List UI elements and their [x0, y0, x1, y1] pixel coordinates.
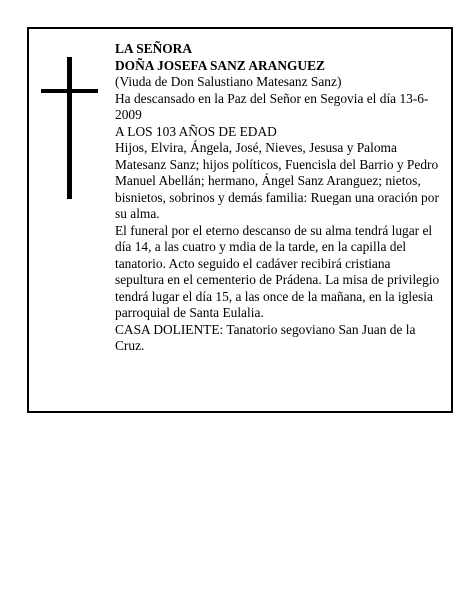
- widow-of-line: (Viuda de Don Salustiano Matesanz Sanz): [115, 74, 342, 89]
- obituary-text: [115, 41, 441, 355]
- cross-icon: [41, 57, 101, 199]
- death-notice: Ha descansado en la Paz del Señor en Segovia el día 13-6-2009: [115, 90, 429, 122]
- deceased-name: DOÑA JOSEFA SANZ ARANGUEZ: [115, 57, 325, 73]
- age-line: A LOS 103 AÑOS DE EDAD: [115, 123, 277, 139]
- obituary-notice: [27, 27, 453, 413]
- obituary-title: LA SEÑORA: [115, 41, 193, 56]
- cross-horizontal-bar: [41, 89, 98, 93]
- family-paragraph: Hijos, Elvira, Ángela, José, Nieves, Jesusa y Paloma Matesanz Sanz; hijos políticos, Fuencisla del Barrio y Pedro Manuel Abellán; hermano, Ángel Sanz Aranguez; nietos, bisnietos, sobrinos y demás familia: Ruegan una oración por su alma.: [115, 140, 439, 221]
- cross-vertical-bar: [67, 57, 72, 199]
- mourning-house-line: CASA DOLIENTE: Tanatorio segoviano San Juan de la Cruz.: [115, 321, 416, 353]
- funeral-paragraph: El funeral por el eterno descanso de su alma tendrá lugar el día 14, a las cuatro y mdia de la tarde, en la capilla del tanatorio. Acto seguido el cadáver recibirá cristiana sepultura en el cementerio de Prádena. La misa de privilegio tendrá lugar el día 15, a las once de la mañana, en la iglesia parroquial de Santa Eulalia.: [115, 222, 440, 320]
